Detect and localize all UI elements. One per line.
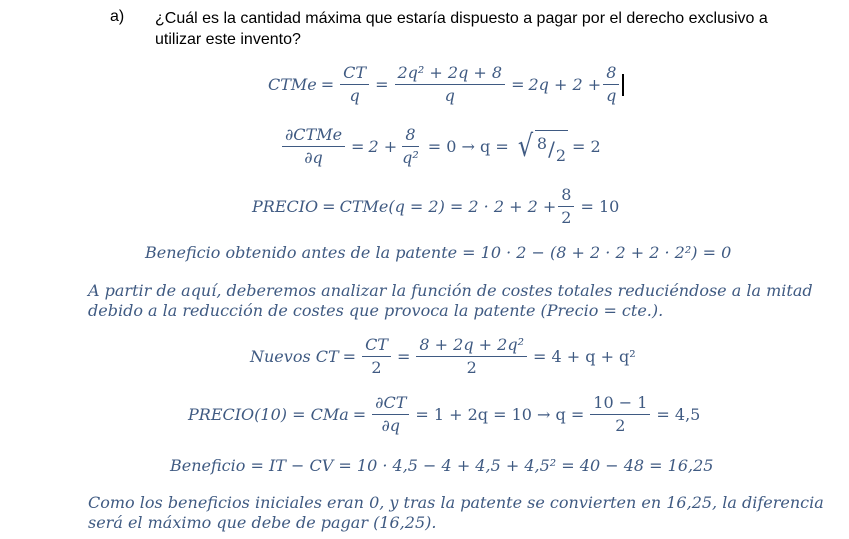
paragraph-conclusion-line1: Como los beneficios iniciales eran 0, y tras la patente se convierten en 16,25, la diferencia <box>88 493 824 512</box>
question-label: a) <box>110 8 125 25</box>
eq2-fraction: $\frac{8}{\text{q²}}$ <box>402 125 419 167</box>
equation-beneficio-antes: Beneficio obtenido antes de la patente = 10 · 2 − (8 + 2 · 2 + 2 · 2²) = 0 <box>145 243 732 262</box>
eq3-middle: CTMe(q = 2) = 2 · 2 + 2 + <box>339 197 557 216</box>
paragraph-conclusion-line2: será el máximo que debe de pagar (16,25). <box>88 513 437 532</box>
equation-derivative: $\frac{\text{∂CTMe}}{\partial q}$ = 2 + $\frac{8}{\text{q²}}$ = 0 → q = √ 8 / 2 = 2 <box>280 125 605 168</box>
paragraph-conclusion <box>88 493 824 533</box>
eq2-derivative: $\frac{\text{∂CTMe}}{\partial q}$ <box>282 125 345 168</box>
paragraph-analysis-line1: A partir de aquí, deberemos analizar la función de costes totales reduciéndose a la mitad <box>88 281 813 300</box>
eq1-lhs: CTMe <box>268 75 317 94</box>
text-cursor <box>622 74 624 96</box>
paragraph-analysis-line2: debido a la reducción de costes que provoca la patente (Precio = cte.). <box>88 301 664 320</box>
eq5-result: = 4 + q + q² <box>532 347 636 366</box>
equation-precio-cma: PRECIO(10) = CMa = $\frac{\partial CT}{\partial q}$ = 1 + 2q = 10 → q = $\frac{10 - 1}{2}$ = 4,5 <box>188 393 704 436</box>
eq5-fraction-1: $\frac{CT}{2}$ <box>362 335 391 378</box>
eq3-fraction: $\frac{8}{2}$ <box>558 185 574 228</box>
question-text: ¿Cuál es la cantidad máxima que estaría dispuesto a pagar por el derecho exclusivo a utilizar este invento? <box>155 10 768 48</box>
eq6-fraction: $\frac{10 - 1}{2}$ <box>590 393 650 436</box>
eq6-result: = 4,5 <box>656 405 701 424</box>
eq2-result: = 2 <box>572 137 601 156</box>
eq2-sqrt: √ 8 / 2 <box>517 128 567 165</box>
eq3-lhs: PRECIO <box>252 197 319 216</box>
eq6-derivative: $\frac{\partial CT}{\partial q}$ <box>372 393 409 436</box>
eq1-fraction-3: $\frac{8}{q}$ <box>603 63 619 106</box>
equation-nuevos-ct: Nuevos CT = $\frac{CT}{2}$ = $\frac{\text{8 + 2q + 2q²}}{2}$ = 4 + q + q² <box>250 335 640 378</box>
eq6-lhs: PRECIO(10) = CMa <box>188 405 349 424</box>
equation-beneficio: Beneficio = IT − CV = 10 · 4,5 − 4 + 4,5 + 4,5² = 40 − 48 = 16,25 <box>170 456 714 475</box>
eq1-fraction-2: $\frac{\text{2q² + 2q + 8}}{q}$ <box>395 63 506 106</box>
equation-ctme: CTMe = $\frac{CT}{q}$ = $\frac{\text{2q² + 2q + 8}}{q}$ = 2q + 2 + $\frac{8}{q}$ <box>268 63 624 106</box>
eq1-middle: 2q + 2 + <box>528 75 602 94</box>
eq2-middle-1: 2 + <box>368 137 398 156</box>
eq2-middle-2: = 0 → q = <box>427 137 509 156</box>
eq5-fraction-2: $\frac{\text{8 + 2q + 2q²}}{2}$ <box>416 335 527 378</box>
eq5-lhs: Nuevos CT <box>250 347 339 366</box>
eq3-result: = 10 <box>580 197 620 216</box>
equation-precio: PRECIO = CTMe(q = 2) = 2 · 2 + 2 + $\frac{8}{2}$ = 10 <box>252 185 623 228</box>
paragraph-analysis <box>88 281 813 321</box>
eq1-fraction-1: $\frac{CT}{q}$ <box>340 63 369 106</box>
eq6-middle: = 1 + 2q = 10 → q = <box>415 405 585 424</box>
